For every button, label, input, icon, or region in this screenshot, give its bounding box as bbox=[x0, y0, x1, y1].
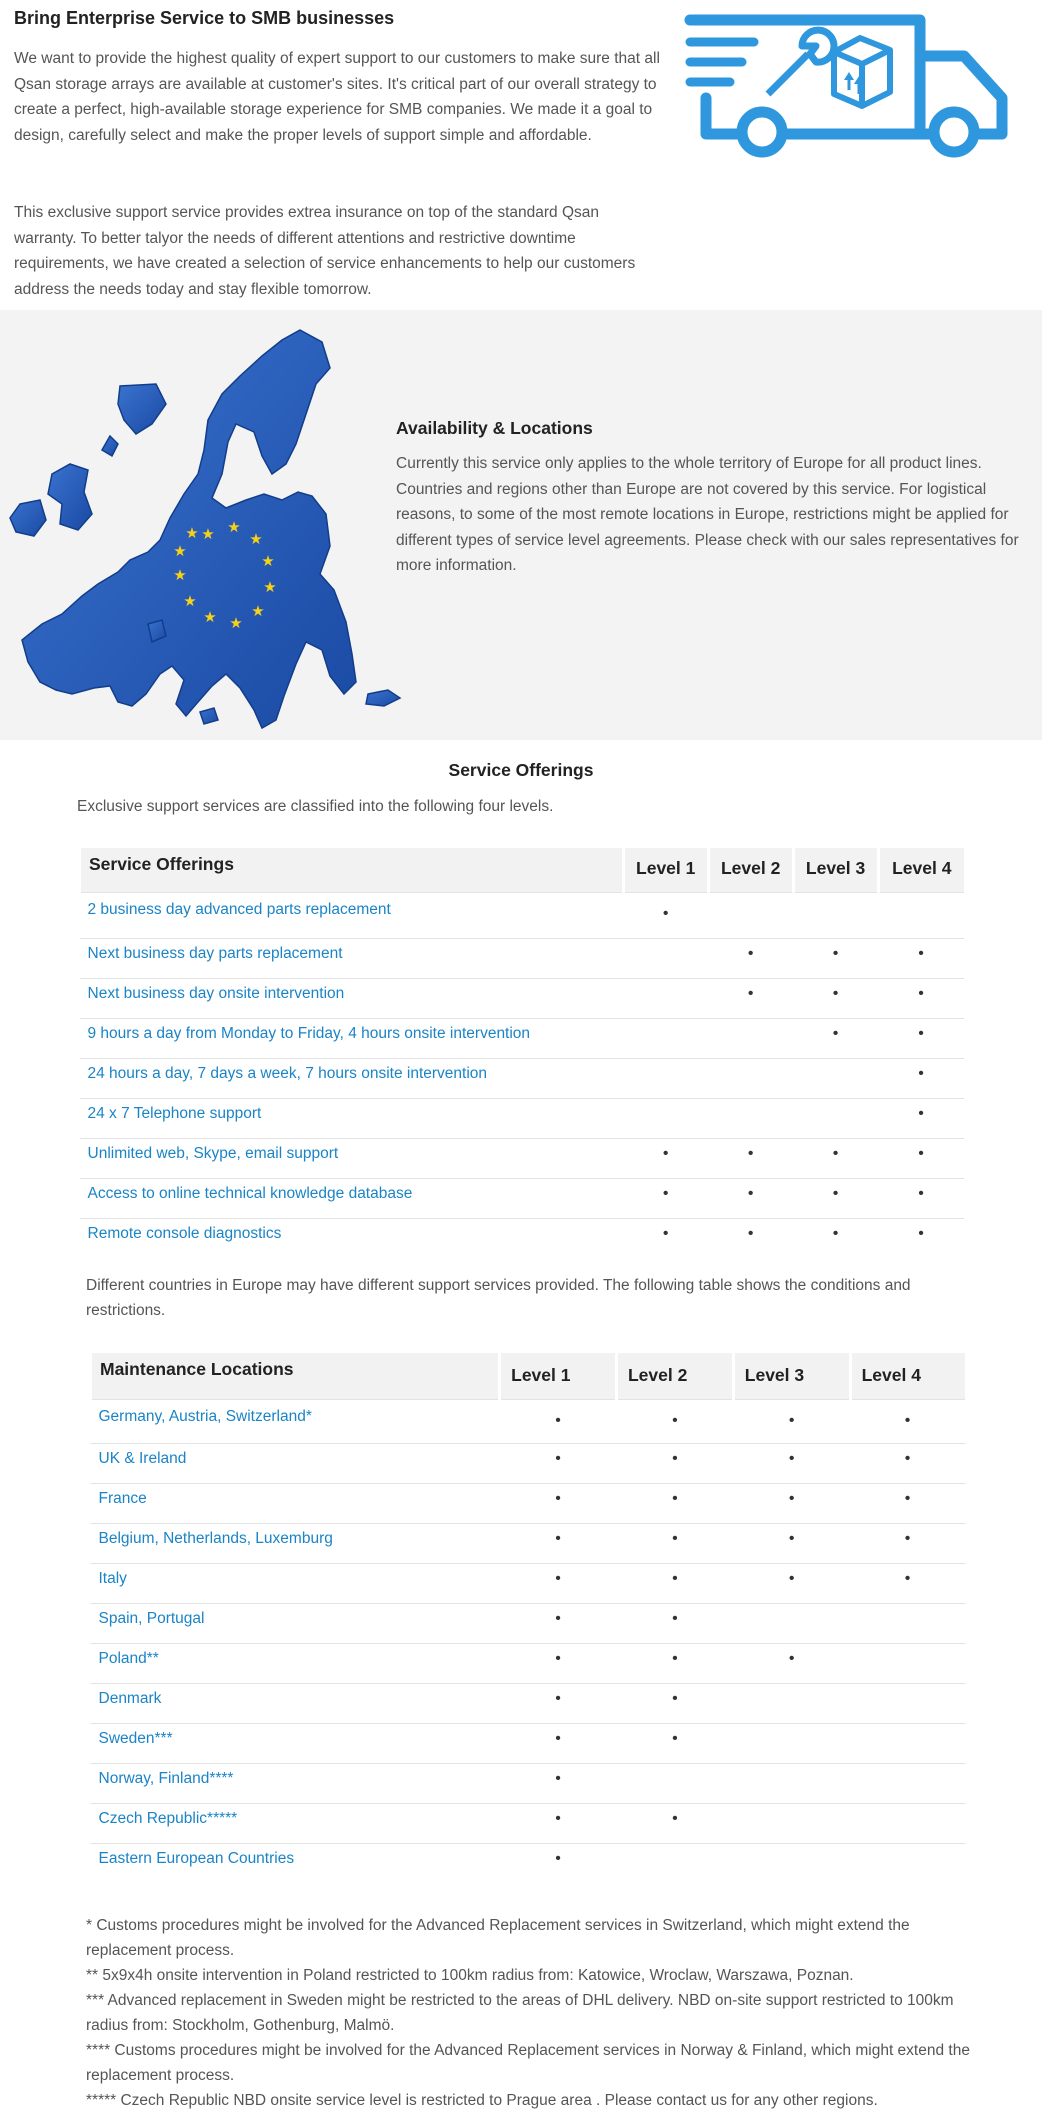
location-row-label[interactable]: UK & Ireland bbox=[91, 1443, 500, 1483]
level-2-mark: • bbox=[708, 1138, 793, 1178]
europe-map-icon bbox=[0, 324, 420, 744]
header-level-4: Level 4 bbox=[850, 1353, 965, 1399]
level-3-mark: • bbox=[793, 1138, 878, 1178]
level-2-mark: • bbox=[616, 1523, 733, 1563]
location-row bbox=[91, 1723, 966, 1763]
offerings-table-body bbox=[80, 892, 965, 1258]
level-4-mark: • bbox=[878, 1098, 964, 1138]
offering-row-label[interactable]: Next business day onsite intervention bbox=[80, 978, 624, 1018]
level-3-mark bbox=[733, 1683, 850, 1723]
header-level-2: Level 2 bbox=[708, 848, 793, 892]
header-level-3: Level 3 bbox=[733, 1353, 850, 1399]
level-4-mark bbox=[878, 892, 964, 938]
header-level-1: Level 1 bbox=[623, 848, 708, 892]
offering-row bbox=[80, 1058, 965, 1098]
svg-text:★: ★ bbox=[229, 614, 243, 632]
level-3-mark: • bbox=[793, 1018, 878, 1058]
level-4-mark bbox=[850, 1763, 965, 1803]
footnote: ***** Czech Republic NBD onsite service level is restricted to Prague area . Please contact us for any other regions. bbox=[86, 2092, 878, 2109]
level-3-mark bbox=[793, 892, 878, 938]
level-3-mark bbox=[793, 1098, 878, 1138]
header-level-1: Level 1 bbox=[500, 1353, 617, 1399]
location-row-label[interactable]: Germany, Austria, Switzerland* bbox=[91, 1399, 500, 1443]
level-3-mark: • bbox=[793, 1218, 878, 1258]
service-offerings-title: Service Offerings bbox=[448, 760, 594, 780]
locations-table-body bbox=[91, 1399, 966, 1883]
svg-text:★: ★ bbox=[183, 592, 197, 610]
level-2-mark: • bbox=[708, 978, 793, 1018]
conditions-text: Different countries in Europe may have different support services provided. The following table shows the conditions and restrictions. bbox=[86, 1277, 911, 1319]
header-level-4: Level 4 bbox=[878, 848, 964, 892]
svg-text:★: ★ bbox=[227, 518, 241, 536]
location-row-label[interactable]: France bbox=[91, 1483, 500, 1523]
location-row bbox=[91, 1643, 966, 1683]
location-row bbox=[91, 1399, 966, 1443]
level-3-mark: • bbox=[733, 1483, 850, 1523]
level-2-mark bbox=[616, 1763, 733, 1803]
level-4-mark: • bbox=[878, 1138, 964, 1178]
offering-row bbox=[80, 1098, 965, 1138]
header-service-offerings: Service Offerings bbox=[80, 848, 624, 892]
level-1-mark: • bbox=[623, 1138, 708, 1178]
offering-row bbox=[80, 1218, 965, 1258]
footnote: **** Customs procedures might be involved for the Advanced Replacement services in Norway & Finland, which might extend the replacement process. bbox=[86, 2042, 970, 2084]
offering-row-label[interactable]: Unlimited web, Skype, email support bbox=[80, 1138, 624, 1178]
level-1-mark: • bbox=[500, 1523, 617, 1563]
level-1-mark: • bbox=[500, 1483, 617, 1523]
location-row-label[interactable]: Sweden*** bbox=[91, 1723, 500, 1763]
level-2-mark: • bbox=[616, 1603, 733, 1643]
level-2-mark: • bbox=[708, 1178, 793, 1218]
level-1-mark: • bbox=[500, 1399, 617, 1443]
service-offerings-intro: Exclusive support services are classified into the following four levels. bbox=[77, 798, 554, 815]
level-4-mark: • bbox=[878, 938, 964, 978]
footnote: ** 5x9x4h onsite intervention in Poland restricted to 100km radius from: Katowice, Wroclaw, Warszawa, Poznan. bbox=[86, 1967, 854, 1984]
location-row-label[interactable]: Italy bbox=[91, 1563, 500, 1603]
level-3-mark: • bbox=[733, 1399, 850, 1443]
offering-row bbox=[80, 978, 965, 1018]
header-maintenance-locations: Maintenance Locations bbox=[91, 1353, 500, 1399]
level-1-mark: • bbox=[500, 1443, 617, 1483]
level-2-mark: • bbox=[708, 1218, 793, 1258]
level-3-mark bbox=[733, 1803, 850, 1843]
level-4-mark: • bbox=[878, 1218, 964, 1258]
intro-title: Bring Enterprise Service to SMB businesses bbox=[14, 8, 395, 28]
svg-text:★: ★ bbox=[173, 542, 187, 560]
table-header-row bbox=[91, 1353, 966, 1399]
level-3-mark bbox=[733, 1843, 850, 1883]
availability-section bbox=[0, 310, 1042, 740]
offering-row bbox=[80, 892, 965, 938]
level-2-mark: • bbox=[616, 1443, 733, 1483]
level-3-mark bbox=[733, 1723, 850, 1763]
footnote: *** Advanced replacement in Sweden might be restricted to the areas of DHL delivery. NBD on-site support restricted to 100km radius from: Stockholm, Gothenburg, Malmö. bbox=[86, 1992, 954, 2034]
level-2-mark: • bbox=[616, 1563, 733, 1603]
level-3-mark bbox=[733, 1603, 850, 1643]
level-4-mark bbox=[850, 1683, 965, 1723]
level-1-mark: • bbox=[500, 1803, 617, 1843]
level-2-mark: • bbox=[616, 1723, 733, 1763]
location-row bbox=[91, 1803, 966, 1843]
level-3-mark: • bbox=[793, 1178, 878, 1218]
level-2-mark bbox=[708, 1058, 793, 1098]
level-4-mark bbox=[850, 1723, 965, 1763]
offering-row bbox=[80, 1138, 965, 1178]
level-4-mark bbox=[850, 1643, 965, 1683]
level-3-mark: • bbox=[733, 1563, 850, 1603]
level-3-mark: • bbox=[793, 978, 878, 1018]
level-1-mark bbox=[623, 1058, 708, 1098]
level-4-mark: • bbox=[850, 1399, 965, 1443]
level-2-mark: • bbox=[616, 1683, 733, 1723]
location-row bbox=[91, 1563, 966, 1603]
level-1-mark bbox=[623, 1018, 708, 1058]
offering-row-label[interactable]: 24 hours a day, 7 days a week, 7 hours onsite intervention bbox=[80, 1058, 624, 1098]
level-2-mark bbox=[708, 1098, 793, 1138]
svg-text:★: ★ bbox=[185, 524, 199, 542]
level-1-mark: • bbox=[500, 1643, 617, 1683]
location-row bbox=[91, 1763, 966, 1803]
maintenance-locations-table bbox=[89, 1353, 965, 1883]
location-row-label[interactable]: Spain, Portugal bbox=[91, 1603, 500, 1643]
level-4-mark: • bbox=[878, 1178, 964, 1218]
level-4-mark: • bbox=[878, 1018, 964, 1058]
level-3-mark bbox=[733, 1763, 850, 1803]
svg-text:★: ★ bbox=[261, 552, 275, 570]
level-1-mark: • bbox=[500, 1763, 617, 1803]
location-row bbox=[91, 1603, 966, 1643]
offering-row bbox=[80, 1178, 965, 1218]
level-3-mark: • bbox=[793, 938, 878, 978]
level-3-mark: • bbox=[733, 1443, 850, 1483]
level-2-mark: • bbox=[616, 1643, 733, 1683]
location-row bbox=[91, 1683, 966, 1723]
location-row-label[interactable]: Poland** bbox=[91, 1643, 500, 1683]
svg-text:★: ★ bbox=[249, 530, 263, 548]
level-1-mark bbox=[623, 938, 708, 978]
level-1-mark: • bbox=[500, 1683, 617, 1723]
offering-row bbox=[80, 938, 965, 978]
level-3-mark: • bbox=[733, 1523, 850, 1563]
offering-row-label[interactable]: 9 hours a day from Monday to Friday, 4 hours onsite intervention bbox=[80, 1018, 624, 1058]
svg-text:★: ★ bbox=[263, 578, 277, 596]
level-2-mark: • bbox=[616, 1803, 733, 1843]
location-row-label[interactable]: Norway, Finland**** bbox=[91, 1763, 500, 1803]
offering-row-label[interactable]: 2 business day advanced parts replacement bbox=[80, 892, 624, 938]
table-header-row bbox=[80, 848, 965, 892]
location-row-label[interactable]: Eastern European Countries bbox=[91, 1843, 500, 1883]
offering-row-label[interactable]: Remote console diagnostics bbox=[80, 1218, 624, 1258]
footnotes bbox=[86, 1913, 986, 2113]
level-4-mark bbox=[850, 1603, 965, 1643]
intro-section bbox=[0, 0, 1042, 310]
service-offerings-table bbox=[78, 848, 964, 1258]
intro-paragraph-1: We want to provide the highest quality of expert support to our customers to make sure that all Qsan storage arrays are available at customer's sites. It's critical part of our overall strategy to create a perfect, high-available storage experience for SMB companies. We made it a goal to design, carefully select and make the proper levels of support simple and affordable. bbox=[14, 50, 660, 144]
location-row bbox=[91, 1843, 966, 1883]
level-1-mark: • bbox=[500, 1723, 617, 1763]
header-level-3: Level 3 bbox=[793, 848, 878, 892]
level-4-mark bbox=[850, 1843, 965, 1883]
level-2-mark bbox=[708, 1018, 793, 1058]
svg-text:★: ★ bbox=[201, 525, 215, 543]
offering-row-label[interactable]: Next business day parts replacement bbox=[80, 938, 624, 978]
location-row-label[interactable]: Denmark bbox=[91, 1683, 500, 1723]
level-4-mark: • bbox=[850, 1563, 965, 1603]
level-2-mark: • bbox=[708, 938, 793, 978]
level-1-mark: • bbox=[623, 892, 708, 938]
level-1-mark: • bbox=[500, 1843, 617, 1883]
location-row-label[interactable]: Czech Republic***** bbox=[91, 1803, 500, 1843]
delivery-truck-service-icon bbox=[684, 6, 1014, 164]
location-row-label[interactable]: Belgium, Netherlands, Luxemburg bbox=[91, 1523, 500, 1563]
level-4-mark: • bbox=[878, 978, 964, 1018]
level-1-mark bbox=[623, 1098, 708, 1138]
level-3-mark: • bbox=[733, 1643, 850, 1683]
service-offerings-section bbox=[0, 740, 1042, 2123]
level-1-mark: • bbox=[623, 1218, 708, 1258]
level-4-mark: • bbox=[850, 1483, 965, 1523]
offering-row-label[interactable]: 24 x 7 Telephone support bbox=[80, 1098, 624, 1138]
svg-text:★: ★ bbox=[251, 602, 265, 620]
header-level-2: Level 2 bbox=[616, 1353, 733, 1399]
location-row bbox=[91, 1483, 966, 1523]
level-2-mark: • bbox=[616, 1399, 733, 1443]
intro-paragraph-2: This exclusive support service provides extrea insurance on top of the standard Qsan warranty. To better talyor the needs of different attentions and restrictive downtime requirements, we have created a selection of service enhancements to help our customers address the needs today and stay flexible tomorrow. bbox=[14, 204, 636, 298]
level-1-mark: • bbox=[500, 1563, 617, 1603]
location-row bbox=[91, 1523, 966, 1563]
level-2-mark bbox=[616, 1843, 733, 1883]
svg-text:★: ★ bbox=[203, 608, 217, 626]
level-1-mark: • bbox=[623, 1178, 708, 1218]
level-4-mark bbox=[850, 1803, 965, 1843]
availability-text-box bbox=[390, 360, 1038, 590]
availability-text: Currently this service only applies to the whole territory of Europe for all product lines. Countries and regions other than Europe are not covered by this service. For logistical reasons, to some of the most remote locations in Europe, restrictions might be applied for different types of service level agreements. Please check with our sales representatives for more information. bbox=[396, 455, 1019, 575]
level-4-mark: • bbox=[850, 1523, 965, 1563]
location-row bbox=[91, 1443, 966, 1483]
offering-row bbox=[80, 1018, 965, 1058]
level-1-mark: • bbox=[500, 1603, 617, 1643]
level-1-mark bbox=[623, 978, 708, 1018]
level-4-mark: • bbox=[850, 1443, 965, 1483]
availability-title: Availability & Locations bbox=[396, 418, 593, 438]
footnote: * Customs procedures might be involved for the Advanced Replacement services in Switzerland, which might extend the replacement process. bbox=[86, 1917, 910, 1959]
level-2-mark bbox=[708, 892, 793, 938]
level-3-mark bbox=[793, 1058, 878, 1098]
svg-text:★: ★ bbox=[173, 566, 187, 584]
level-4-mark: • bbox=[878, 1058, 964, 1098]
level-2-mark: • bbox=[616, 1483, 733, 1523]
offering-row-label[interactable]: Access to online technical knowledge database bbox=[80, 1178, 624, 1218]
